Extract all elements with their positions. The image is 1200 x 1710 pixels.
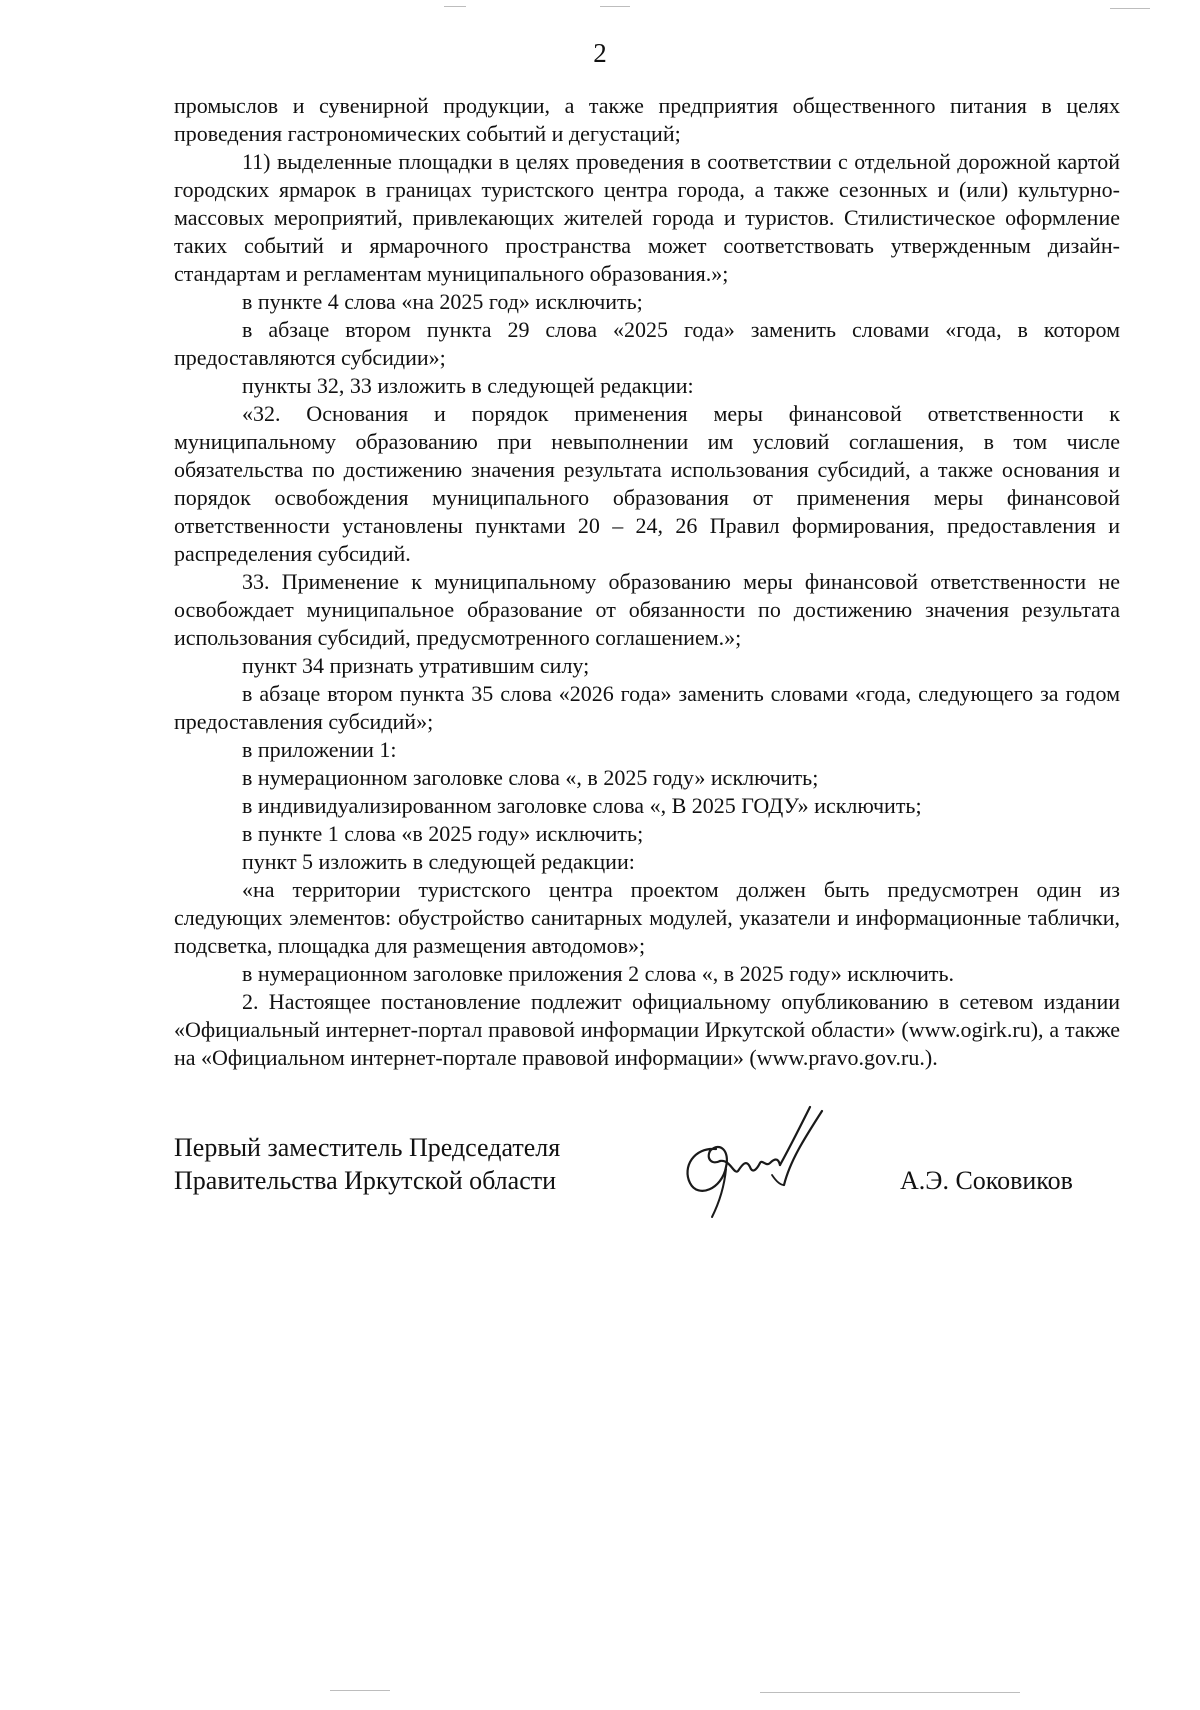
paragraph: 33. Применение к муниципальному образованию меры финансовой ответственности не освобождает муниципальное образование от обязанности по достижению значения результата использования субсидий, предусмотренного соглашением.»; [174, 569, 1120, 650]
paragraph: в нумерационном заголовке приложения 2 слова «, в 2025 году» исключить. [242, 961, 955, 986]
paragraph: «32. Основания и порядок применения меры финансовой ответственности к муниципальному образованию при невыполнении им условий соглашения, в том числе обязательства по достижению значения результата использования субсидий, а также основания и порядок освобождения муниципального образования от применения меры финансовой ответственности установлены пунктами 20 – 24, 26 Правил формирования, предоставления и распределения субсидий. [174, 401, 1120, 566]
paragraph: пункт 34 признать утратившим силу; [242, 653, 590, 678]
scan-artifact [444, 6, 466, 7]
paragraph: 2. Настоящее постановление подлежит официальному опубликованию в сетевом издании «Официальный интернет-портал правовой информации Иркутской области» (www.ogirk.ru), а также на «Официальном интернет-портале правовой информации» (www.pravo.gov.ru.). [174, 989, 1120, 1070]
scan-artifact [760, 1692, 1020, 1693]
page-number: 2 [593, 38, 607, 68]
scan-artifact [1110, 8, 1150, 9]
paragraph: в индивидуализированном заголовке слова «, В 2025 ГОДУ» исключить; [242, 793, 922, 818]
paragraph: в нумерационном заголовке слова «, в 2025 году» исключить; [242, 765, 819, 790]
paragraph: пункт 5 изложить в следующей редакции: [242, 849, 635, 874]
signer-title-line: Правительства Иркутской области [174, 1166, 557, 1195]
paragraph: в пункте 4 слова «на 2025 год» исключить; [242, 289, 643, 314]
signer-title-line: Первый заместитель Председателя [174, 1133, 561, 1162]
paragraph: в абзаце втором пункта 35 слова «2026 года» заменить словами «года, следующего за годом предоставления субсидий»; [174, 681, 1120, 734]
paragraph: в пункте 1 слова «в 2025 году» исключить; [242, 821, 644, 846]
paragraph: «на территории туристского центра проектом должен быть предусмотрен один из следующих элементов: обустройство санитарных модулей, указатели и информационные таблички, подсветка, площадка для размещения автодомов»; [174, 877, 1120, 958]
signature-block [0, 1131, 1200, 1251]
signer-title [174, 1131, 560, 1197]
scan-artifact [330, 1690, 390, 1691]
document-body [174, 92, 1120, 1072]
paragraph: в приложении 1: [242, 737, 397, 762]
paragraph: в абзаце втором пункта 29 слова «2025 года» заменить словами «года, в котором предоставляются субсидии»; [174, 317, 1120, 370]
paragraph: 11) выделенные площадки в целях проведения в соответствии с отдельной дорожной картой городских ярмарок в границах туристского центра города, а также сезонных и (или) культурно-массовых мероприятий, привлекающих жителей города и туристов. Стилистическое оформление таких событий и ярмарочного пространства может соответствовать утвержденным дизайн-стандартам и регламентам муниципального образования.»; [174, 149, 1120, 286]
paragraph: пункты 32, 33 изложить в следующей редакции: [242, 373, 694, 398]
scan-artifact [600, 6, 630, 7]
paragraph: промыслов и сувенирной продукции, а также предприятия общественного питания в целях проведения гастрономических событий и дегустаций; [174, 93, 1120, 146]
handwritten-signature [676, 1101, 846, 1221]
signer-name: А.Э. Соковиков [900, 1166, 1073, 1195]
